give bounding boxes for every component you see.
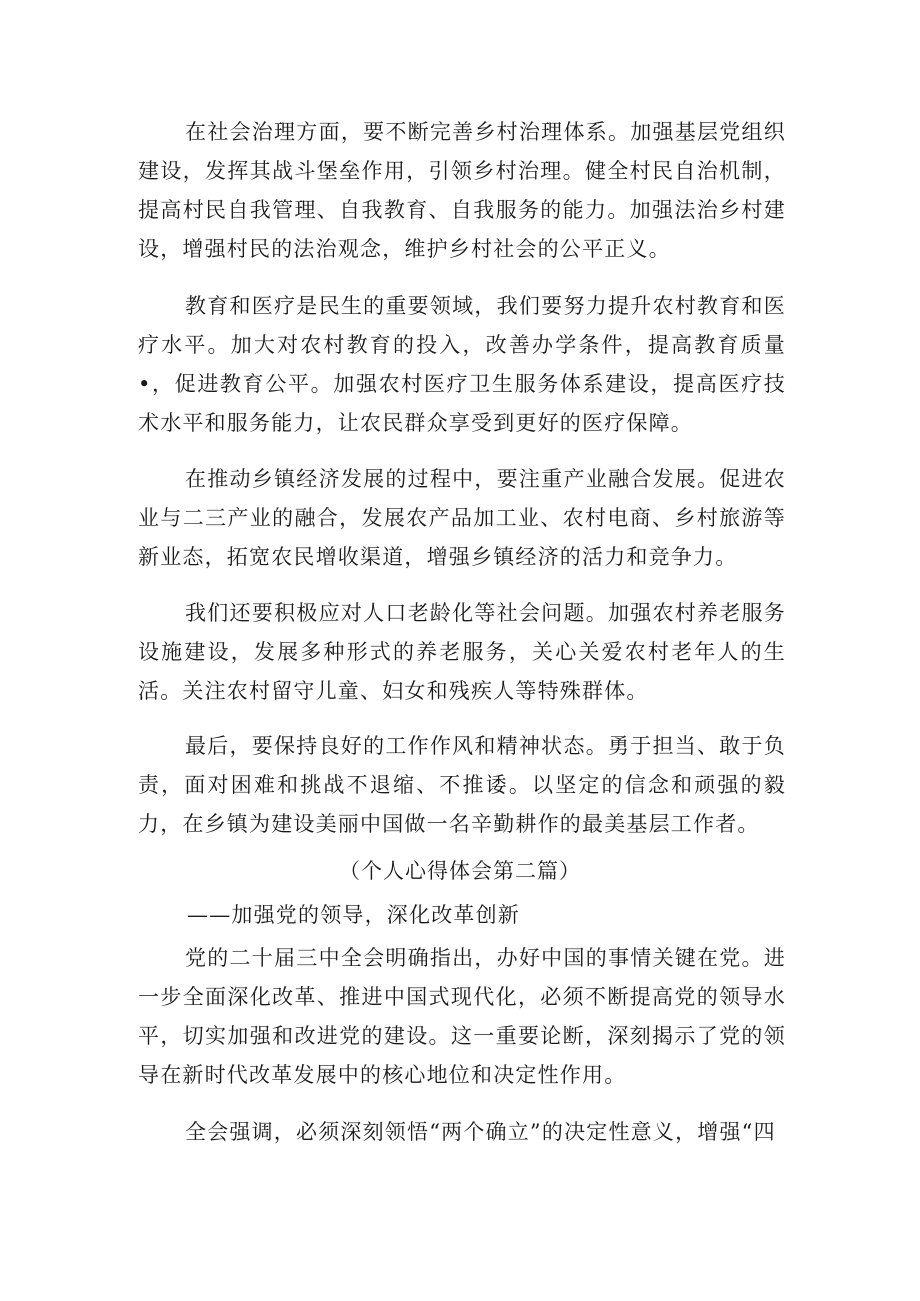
section-subtitle: ——加强党的领导，深化改革创新 (187, 903, 520, 927)
paragraph-party-leadership: 党的二十届三中全会明确指出，办好中国的事情关键在党。进一步全面深化改革、推进中国式现代化，必须不断提高党的领导水平，切实加强和改进党的建设。这一重要论断，深刻揭示了党的领导在新时代改革发展中的核心地位和决定性作用。 (138, 946, 786, 1087)
paragraph-two-establishments: 全会强调，必须深刻领悟“两个确立”的决定性意义，增强“四 (185, 1120, 776, 1144)
paragraph-economic-development: 在推动乡镇经济发展的过程中，要注重产业融合发展。促进农业与二三产业的融合，发展农产品加工业、农村电商、乡村旅游等新业态，拓宽农民增收渠道，增强乡镇经济的活力和竞争力。 (138, 467, 786, 569)
paragraph-work-style: 最后，要保持良好的工作作风和精神状态。勇于担当、敢于负责，面对困难和挑战不退缩、不推诿。以坚定的信念和顽强的毅力，在乡镇为建设美丽中国做一名辛勤耕作的最美基层工作者。 (138, 734, 786, 836)
paragraph-education-healthcare: 教育和医疗是民生的重要领域，我们要努力提升农村教育和医疗水平。加大对农村教育的投入，改善办学条件，提高教育质量•，促进教育公平。加强农村医疗卫生服务体系建设，提高医疗技术水平和服务能力，让农民群众享受到更好的医疗保障。 (138, 294, 786, 435)
paragraph-aging-population: 我们还要积极应对人口老龄化等社会问题。加强农村养老服务设施建设，发展多种形式的养老服务，关心关爱农村老年人的生活。关注农村留守儿童、妇女和残疾人等特殊群体。 (138, 601, 786, 703)
section-heading: （个人心得体会第二篇） (339, 859, 581, 883)
paragraph-social-governance: 在社会治理方面，要不断完善乡村治理体系。加强基层党组织建设，发挥其战斗堡垒作用，引领乡村治理。健全村民自治机制，提高村民自我管理、自我教育、自我服务的能力。加强法治乡村建设，增强村民的法治观念，维护乡村社会的公平正义。 (138, 120, 786, 261)
